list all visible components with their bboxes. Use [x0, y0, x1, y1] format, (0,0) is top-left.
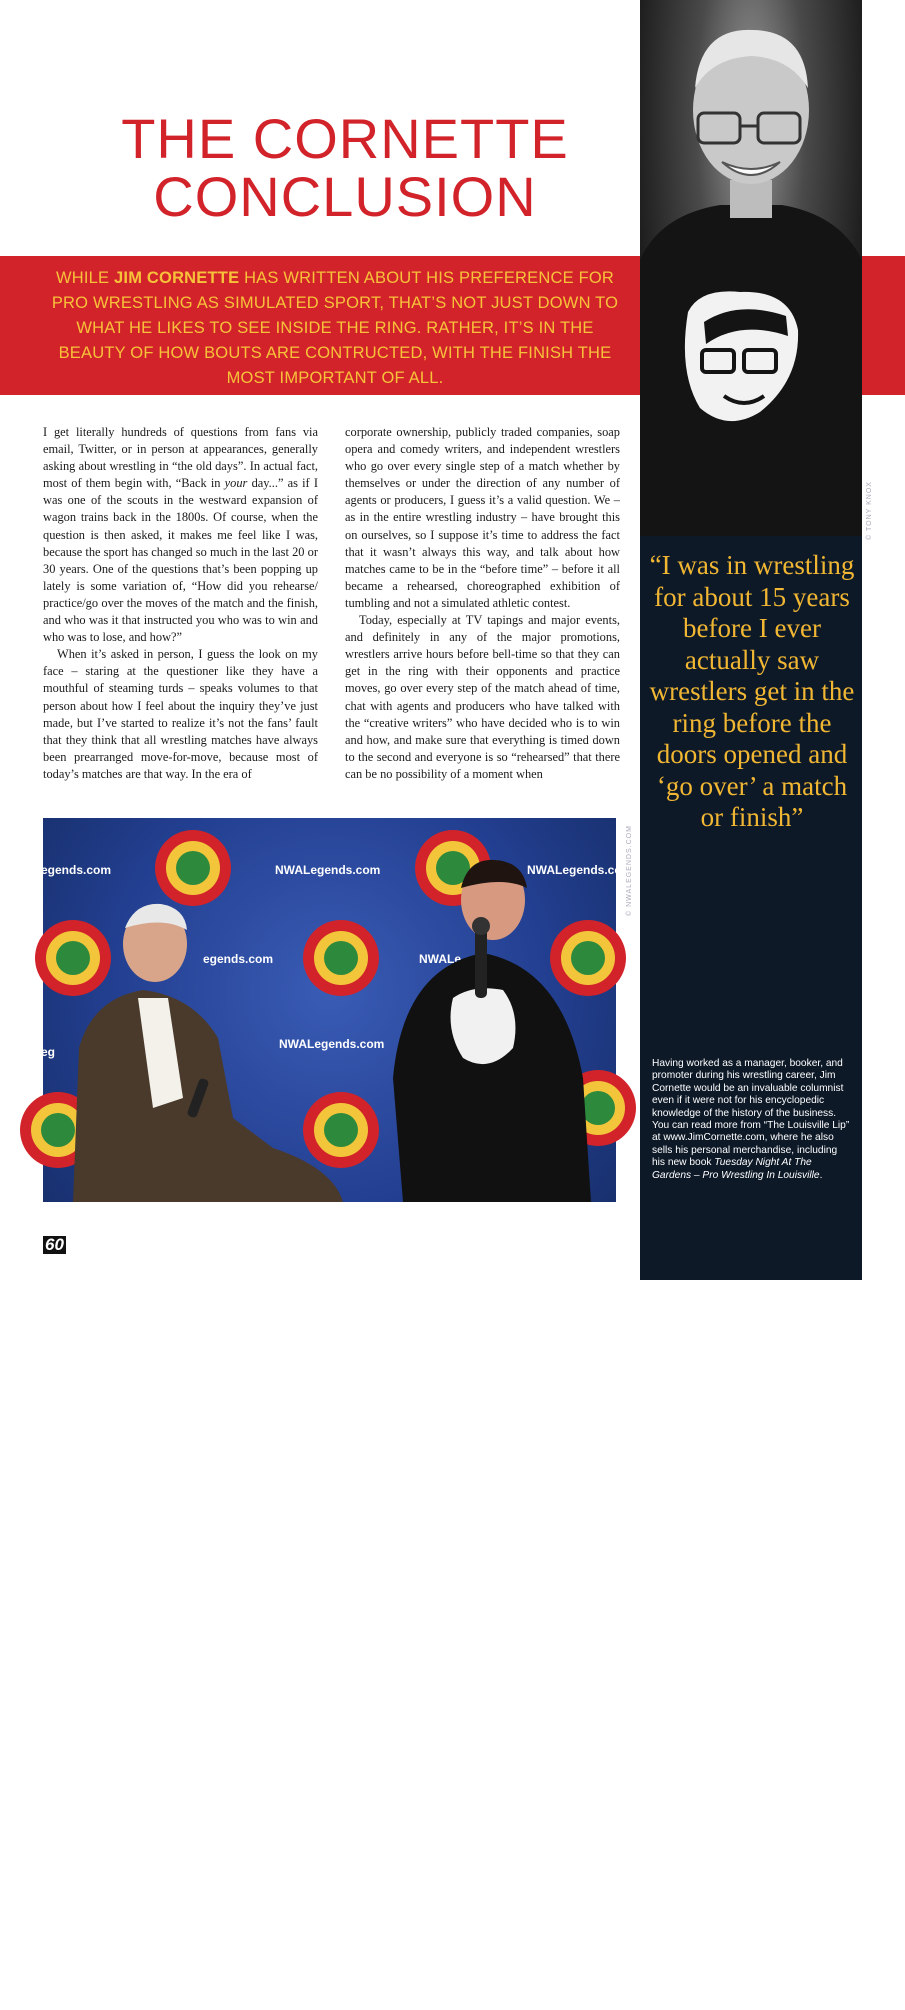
backdrop-logo-text: NWALegends.com — [279, 1037, 385, 1051]
article-column-1 — [43, 424, 318, 783]
backdrop-logo-text: egends.com — [41, 863, 112, 877]
page-number: 60 — [45, 1235, 64, 1254]
headline-line-1: THE CORNETTE — [121, 107, 569, 170]
backdrop-logo-text: eg — [41, 1045, 56, 1059]
body-p1-emphasis: your — [224, 476, 248, 491]
body-p1-b: day...” as if I was one of the scouts in the westward expansion of wagon trains back in the 1800s. Of course, when the question is then asked, it makes me feel like I was, because the sport has changed so much in the last 20 or 30 years. One of the questions that’s been popping up lately is some variation of, “How did you rehearse/ practice/go over the moves of the match and the finish, and who was it that instructed you who was to win and who was to lose, and how?” — [43, 476, 318, 645]
photo-credit: © NWALEGENDS.COM — [626, 825, 633, 916]
person-right — [393, 860, 591, 1202]
standfirst — [50, 266, 620, 391]
bio-text: Having worked as a manager, booker, and promoter during his wrestling career, Jim Cornette would be an invaluable columnist even if it were not for his encyclopedic knowledge of the history of the business. You can read more from “The Louisville Lip” at www.JimCornette.com, where he also sells his personal merchandise, including his new book — [652, 1058, 850, 1169]
author-bio — [652, 1058, 852, 1182]
portrait-photo — [640, 0, 862, 536]
photo-caption: At Q&As and conventions, Jim (here with Lance Russell) is often asked about how wrestling matches are choreographed — [452, 1945, 646, 2009]
body-paragraph-3: corporate ownership, publicly traded companies, soap opera and comedy writers, and independent wrestlers who go over every single step of a match whether by themselves or under the direction of any number of agents or producers, I guess it’s a valid question. We – as in the entire wrestling industry – have brought this on ourselves, so I suppose it’s time to address the fact that it wasn’t always this way, and talk about how matches came to be in the “before time” – before it all became a rehearsed, choreographed exhibition of tumbling and not a simulated athletic contest. — [345, 425, 620, 610]
backdrop-seal-icon — [35, 920, 111, 996]
person-left — [73, 904, 343, 1202]
backdrop-logo-text: NWALegends.com — [527, 863, 633, 877]
standfirst-lead: WHILE — [55, 269, 115, 287]
pull-quote: “I was in wrestling for about 15 years before I ever actually saw wrestlers get in the ring before the doors opened and ‘go over’ a match or finish” — [649, 550, 855, 832]
body-paragraph-4: Today, especially at TV tapings and major events, and definitely in any of the major promotions, wrestlers arrive hours before bell-time so that they can get in the ring with their opponents and practice moves, go over every step of the match ahead of time, chat with agents and producers who have talked with the “creative writers” who have decided who is to win and how, and make sure that everything is timed down to the second and everyone is so “rehearsed” that there can be no possibility of a moment when — [345, 613, 620, 781]
bio-end: . — [819, 1169, 823, 1181]
backdrop-logo-text: NWALe — [419, 952, 461, 966]
portrait-illustration — [640, 0, 862, 536]
backdrop-logo-text: NWALegends.com — [275, 863, 381, 877]
backdrop-logo-text: egends.com — [203, 952, 274, 966]
backdrop-seal-icon — [550, 920, 626, 996]
body-paragraph-1 — [43, 424, 318, 646]
body-paragraph-2: When it’s asked in person, I guess the look on my face – staring at the questioner like they have a mouthful of steaming turds – speaks volumes to that person about how I feel about the inquiry they’ve just made, but I’ve started to realize it’s not the fans’ fault that they think that all wrestling matches have always been prearranged move-for-move, because most of today’s matches are that way. In the era of — [43, 647, 318, 781]
backdrop-seal-icon — [155, 830, 231, 906]
event-photo-illustration — [41, 818, 633, 1202]
headline-line-2: CONCLUSION — [153, 165, 537, 228]
body-p1-a: I get literally hundreds of questions from fans via email, Twitter, or in person at appearances, generally asking about wrestling in “the old days”. In actual fact, most of them begin with, “Back in — [43, 425, 318, 491]
portrait-credit: © TONY KNOX — [866, 481, 873, 540]
article-column-2 — [345, 424, 620, 783]
standfirst-rest: HAS WRITTEN ABOUT HIS PREFERENCE FOR PRO WRESTLING AS SIMULATED SPORT, THAT’S NOT JUST DOWN TO WHAT HE LIKES TO SEE INSIDE THE RING. RATHER, IT’S IN THE BEAUTY OF HOW BOUTS ARE CONTRUCTED, WITH THE FINISH THE MOST IMPORTANT OF ALL. — [51, 269, 619, 387]
backdrop-seal-icon — [303, 920, 379, 996]
backdrop-seal-icon — [303, 1092, 379, 1168]
standfirst-name: JIM CORNETTE — [114, 269, 240, 287]
headline — [60, 107, 630, 228]
bio-book-title: Tuesday Night At The Gardens – Pro Wrestling In Louisville — [652, 1157, 820, 1181]
